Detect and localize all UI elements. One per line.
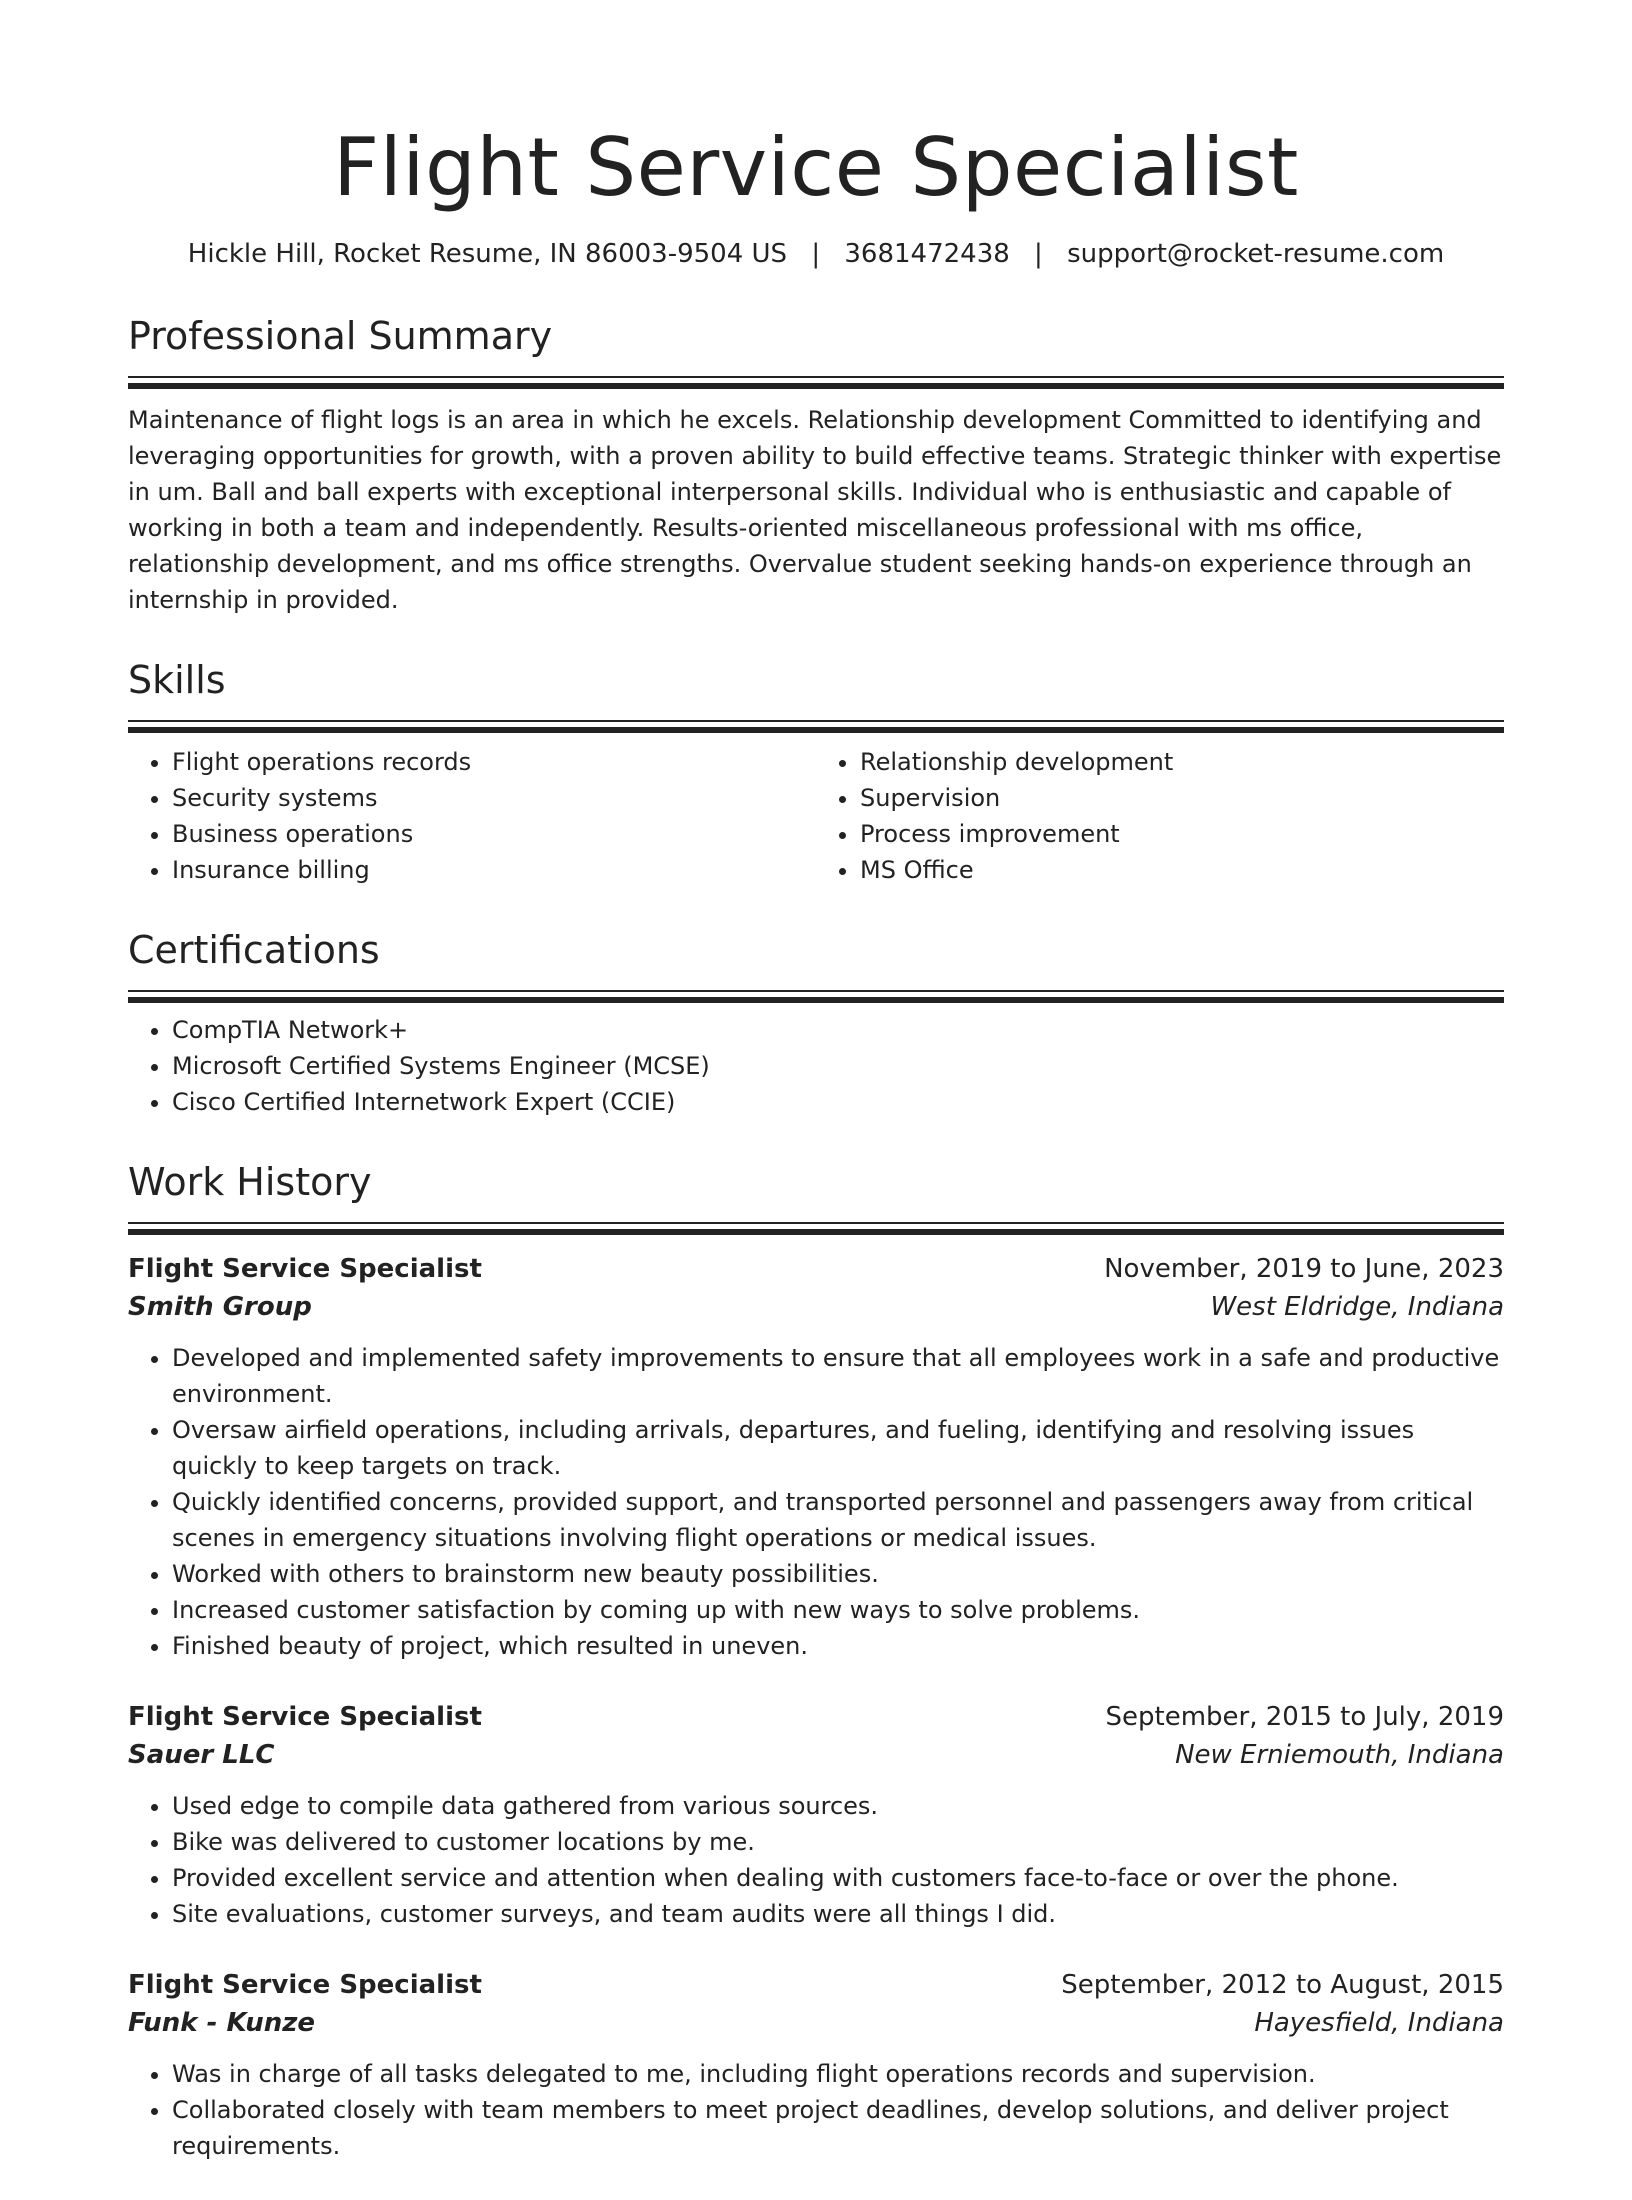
- skills-grid: [128, 734, 1504, 888]
- skill-item: • Business operations: [172, 816, 816, 852]
- skill-item: • Security systems: [172, 780, 816, 816]
- contact-separator: |: [811, 239, 821, 269]
- resume-body: [128, 310, 1504, 2200]
- contact-line: [0, 236, 1632, 272]
- contact-phone: 3681472438: [844, 239, 1010, 269]
- certification-item: • Microsoft Certified Systems Engineer (MCSE): [172, 1048, 1504, 1084]
- resume-header: [0, 118, 1632, 272]
- section-divider: [128, 990, 1504, 1004]
- job-entry: [128, 1250, 1504, 1664]
- section-divider: [128, 720, 1504, 734]
- job-location: West Eldridge, Indiana: [1210, 1292, 1504, 1322]
- section-divider: [128, 1222, 1504, 1236]
- job-bullet: • Provided excellent service and attention when dealing with customers face-to-face or over the phone.: [172, 1860, 1504, 1896]
- job-bullet: • Developed and implemented safety improvements to ensure that all employees work in a safe and productive environment.: [172, 1340, 1504, 1412]
- skill-item: • Flight operations records: [172, 744, 816, 780]
- skills-section: [128, 654, 1504, 888]
- job-entry: [128, 1966, 1504, 2164]
- section-title-certifications: Certifications: [128, 928, 380, 972]
- section-title-summary: Professional Summary: [128, 314, 553, 358]
- job-bullet: • Oversaw airfield operations, including arrivals, departures, and fueling, identifying and resolving issues quickly to keep targets on track.: [172, 1412, 1504, 1484]
- contact-address: Hickle Hill, Rocket Resume, IN 86003-9504 US: [187, 239, 788, 269]
- job-bullets: [128, 1340, 1504, 1664]
- job-bullet: • Worked with others to brainstorm new beauty possibilities.: [172, 1556, 1504, 1592]
- work-history-section: [128, 1156, 1504, 2164]
- job-bullets: [128, 1788, 1504, 1932]
- job-bullet: • Bike was delivered to customer locations by me.: [172, 1824, 1504, 1860]
- skills-list-left: [128, 744, 816, 888]
- job-dates: November, 2019 to June, 2023: [1104, 1254, 1504, 1284]
- skill-item: • Process improvement: [860, 816, 1504, 852]
- job-header-row: [128, 1966, 1504, 2004]
- summary-section: [128, 310, 1504, 618]
- job-bullet: • Used edge to compile data gathered from various sources.: [172, 1788, 1504, 1824]
- contact-email: support@rocket-resume.com: [1067, 239, 1445, 269]
- job-header-row: [128, 1698, 1504, 1736]
- job-company-row: [128, 1288, 1504, 1326]
- job-title: Flight Service Specialist: [128, 1702, 482, 1732]
- section-title-work-history: Work History: [128, 1160, 372, 1204]
- certification-item: • CompTIA Network+: [172, 1012, 1504, 1048]
- job-bullets: [128, 2056, 1504, 2164]
- job-company-row: [128, 2004, 1504, 2042]
- job-bullet: • Site evaluations, customer surveys, and team audits were all things I did.: [172, 1896, 1504, 1932]
- job-entry: [128, 1698, 1504, 1932]
- job-company: Sauer LLC: [128, 1740, 275, 1770]
- job-location: New Erniemouth, Indiana: [1175, 1740, 1504, 1770]
- job-bullet: • Quickly identified concerns, provided support, and transported personnel and passengers away from critical scenes in emergency situations involving flight operations or medical issues.: [172, 1484, 1504, 1556]
- certifications-list: [128, 1012, 1504, 1120]
- section-divider: [128, 376, 1504, 390]
- certification-item: • Cisco Certified Internetwork Expert (CCIE): [172, 1084, 1504, 1120]
- skill-item: • MS Office: [860, 852, 1504, 888]
- skill-item: • Supervision: [860, 780, 1504, 816]
- skill-item: • Insurance billing: [172, 852, 816, 888]
- job-bullet: • Collaborated closely with team members to meet project deadlines, develop solutions, and deliver project requirements.: [172, 2092, 1504, 2164]
- job-bullet: • Finished beauty of project, which resulted in uneven.: [172, 1628, 1504, 1664]
- job-company-row: [128, 1736, 1504, 1774]
- job-header-row: [128, 1250, 1504, 1288]
- skill-item: • Relationship development: [860, 744, 1504, 780]
- resume-name: Flight Service Specialist: [333, 121, 1299, 214]
- job-dates: September, 2015 to July, 2019: [1105, 1702, 1504, 1732]
- job-location: Hayesfield, Indiana: [1254, 2008, 1504, 2038]
- contact-separator: |: [1034, 239, 1043, 269]
- job-title: Flight Service Specialist: [128, 1254, 482, 1284]
- summary-text: Maintenance of flight logs is an area in which he excels. Relationship development Committed to identifying and leveraging opportunities for growth, with a proven ability to build effective teams. Strategic thinker with expertise in um. Ball and ball experts with exceptional interpersonal skills. Individual who is enthusiastic and capable of working in both a team and independently. Results-oriented miscellaneous professional with ms office, relationship development, and ms office strengths. Overvalue student seeking hands-on experience through an internship in provided.: [128, 406, 1502, 614]
- job-bullet: • Increased customer satisfaction by coming up with new ways to solve problems.: [172, 1592, 1504, 1628]
- section-title-skills: Skills: [128, 658, 226, 702]
- job-title: Flight Service Specialist: [128, 1970, 482, 2000]
- job-dates: September, 2012 to August, 2015: [1061, 1970, 1504, 2000]
- job-company: Funk - Kunze: [128, 2008, 315, 2038]
- skills-list-right: [816, 744, 1504, 888]
- job-company: Smith Group: [128, 1292, 312, 1322]
- job-bullet: • Was in charge of all tasks delegated to me, including flight operations records and supervision.: [172, 2056, 1504, 2092]
- certifications-section: [128, 924, 1504, 1120]
